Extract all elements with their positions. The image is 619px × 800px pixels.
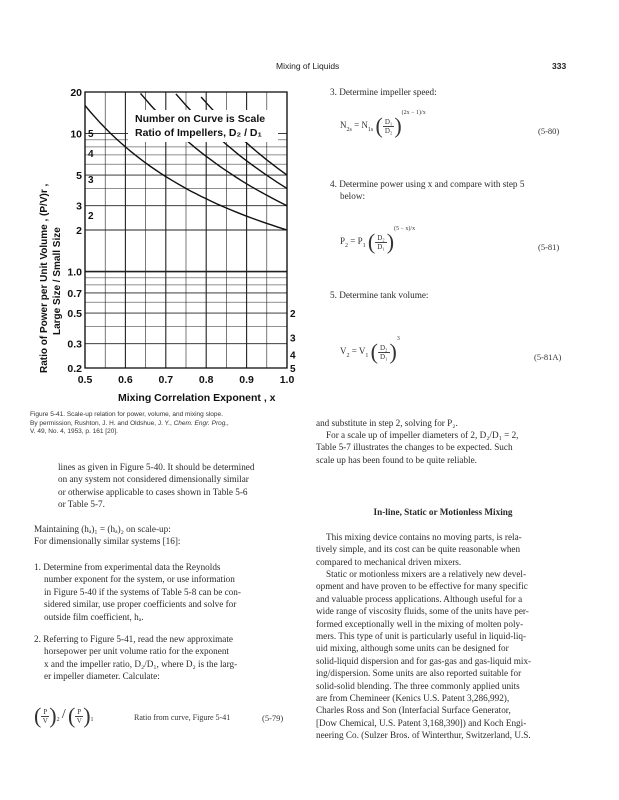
section-heading: In-line, Static or Motionless Mixing (373, 507, 513, 517)
caption-line-2: By permission, Rushton, J. H. and Oldshue, J. Y., Chem. Engr. Prog., (30, 419, 229, 427)
step-list-item-2: 2. Referring to Figure 5-41, read the new approximate horsepower per unit volume ratio for the exponent x and the impeller ratio, D₂/D₁, where D₂ is the larg- er impeller diameter. Calculate: (34, 634, 238, 682)
left-intro: lines as given in Figure 5-40. It should be determined on any system not considered dimensionally similar or otherwise applicable to cases shown in Table 5-6 or Table 5-7. (58, 462, 255, 510)
x-tick-label: 0.7 (158, 374, 174, 386)
y-tick-label: 0.2 (67, 363, 82, 375)
chart-annotation-line2: Ratio of Impellers, D₂ / D₁ (135, 127, 262, 139)
y-tick-label: 1.0 (67, 266, 82, 279)
step-5: 5. Determine tank volume: (330, 290, 429, 300)
y-tick-label: 0.7 (67, 287, 82, 300)
for-similar-line: For dimensionally similar systems [16]: (34, 536, 181, 546)
y-tick-label: 5 (76, 170, 82, 183)
x-tick-label: 0.9 (239, 374, 254, 386)
equation-5-79: ( $\frac{P}{V})_2$ / ( $\frac{P}{V})_1$ Ratio from curve, Figure 5-41 (5-79) (34, 703, 284, 728)
y-tick-label: 2 (76, 225, 82, 237)
paragraph-static-2: Static or motionless mixers are a relatively new devel- opment and have proven to be effective for many specific and valuable process applications. Although useful for a wide range of viscosity fluids, some of the units have per- formed exceptionally well in the mixing of molten poly- mers. This type of unit is particularly useful in liquid-liq- uid mixing, although some units can be designed for solid-liquid dispersion and for gas-gas and gas-liquid mix- ing/dispersion. Some units are also reported suitable for solid-solid blending. The three commonly applied units are from Chemineer (Kenics U.S. Patent 3,286,992), Charles Ross and Son (Interfacial Surface Generator, [Dow Chemical, U.S. Patent 3,168,390]) and Koch Engi- neering Co. (Sulzer Bros. of Winterthur, Switzerland, U.S. (316, 569, 532, 741)
curve-label-right-3: 3 (290, 333, 296, 345)
equation-5-81a: $V_2 = V_1$ ( $\frac{\text{D₂}}{\text{D₁}})^3$ (5-81A) (340, 336, 562, 364)
running-header: Mixing of Liquids (276, 61, 340, 71)
figure-caption (30, 411, 320, 437)
caption-line-3: V. 49, No. 4, 1953, p. 161 [20]. (30, 428, 118, 436)
x-tick-label: 0.8 (198, 374, 214, 386)
maintaining-line: Maintaining (hₐ)₁ = (hₐ)₂ on scale-up: (34, 524, 171, 534)
curve-label-left-5: 5 (88, 128, 94, 140)
chart-xticks (78, 374, 295, 386)
curve-label-right-4: 4 (290, 350, 296, 362)
curve-label-left-2: 2 (88, 211, 94, 223)
step-3: 3. Determine impeller speed: (330, 87, 437, 97)
chart-annotation-line1: Number on Curve is Scale (135, 113, 266, 125)
chart-ylabel-2: Large Size / Small Size (52, 227, 63, 335)
caption-line-1: Figure 5-41. Scale-up relation for power, volume, and mixing slope. (30, 411, 223, 418)
curve-label-left-3: 3 (88, 174, 94, 186)
scale-up-chart (0, 80, 300, 410)
step-4: 4. Determine power using x and compare with step 5 below: (330, 179, 525, 202)
x-tick-label: 0.5 (77, 374, 93, 386)
curve-label-right-5: 5 (290, 364, 296, 375)
caption-journal: Chem. Engr. Prog., (173, 419, 229, 427)
substitute-line: and substitute in step 2, solving for P₂. (316, 418, 458, 428)
chart-xlabel: Mixing Correlation Exponent , x (118, 392, 276, 404)
curve-label-right-2: 2 (290, 309, 296, 321)
equation-5-81: $P_2 = P_1$ ( $\frac{\text{D₂}}{\text{D₁}})^{(5 - x)/x}$ (5-81) (340, 226, 560, 254)
paragraph-scale-up: For a scale up of impeller diameters of 2, D₂/D₁ = 2, Table 5-7 illustrates the changes to be expected. Such scale up has been found to be quite reliable. (316, 430, 519, 465)
chart-yticks (67, 87, 82, 375)
y-tick-label: 0.3 (67, 338, 82, 351)
curve-label-left-4: 4 (88, 148, 94, 160)
equation-5-80: $N_{2s} = N_{1s}$ ( $\frac{\text{D₁}}{\text{D₂}})^{(2x - 1)/x}$ (5-80) (340, 110, 560, 138)
chart-ylabel-1: Ratio of Power per Unit Volume , (P/V)r , (39, 183, 50, 373)
paragraph-static-1: This mixing device contains no moving parts, is rela- tively simple, and its cost can be quite reasonable when compared to mechanical driven mixers. (316, 532, 522, 567)
y-tick-label: 3 (76, 200, 82, 213)
step-list-item-1: 1. Determine from experimental data the Reynolds number exponent for the system, or use information in Figure 5-40 if the systems of Table 5-8 can be con- sidered similar, use proper coefficients and solve for outside film coefficient, hₐ. (34, 562, 241, 622)
page-number: 333 (552, 61, 567, 71)
x-tick-label: 0.6 (118, 374, 133, 386)
y-tick-label: 20 (70, 87, 82, 99)
y-tick-label: 0.5 (67, 308, 82, 321)
y-tick-label: 10 (70, 128, 82, 141)
x-tick-label: 1.0 (279, 374, 295, 386)
